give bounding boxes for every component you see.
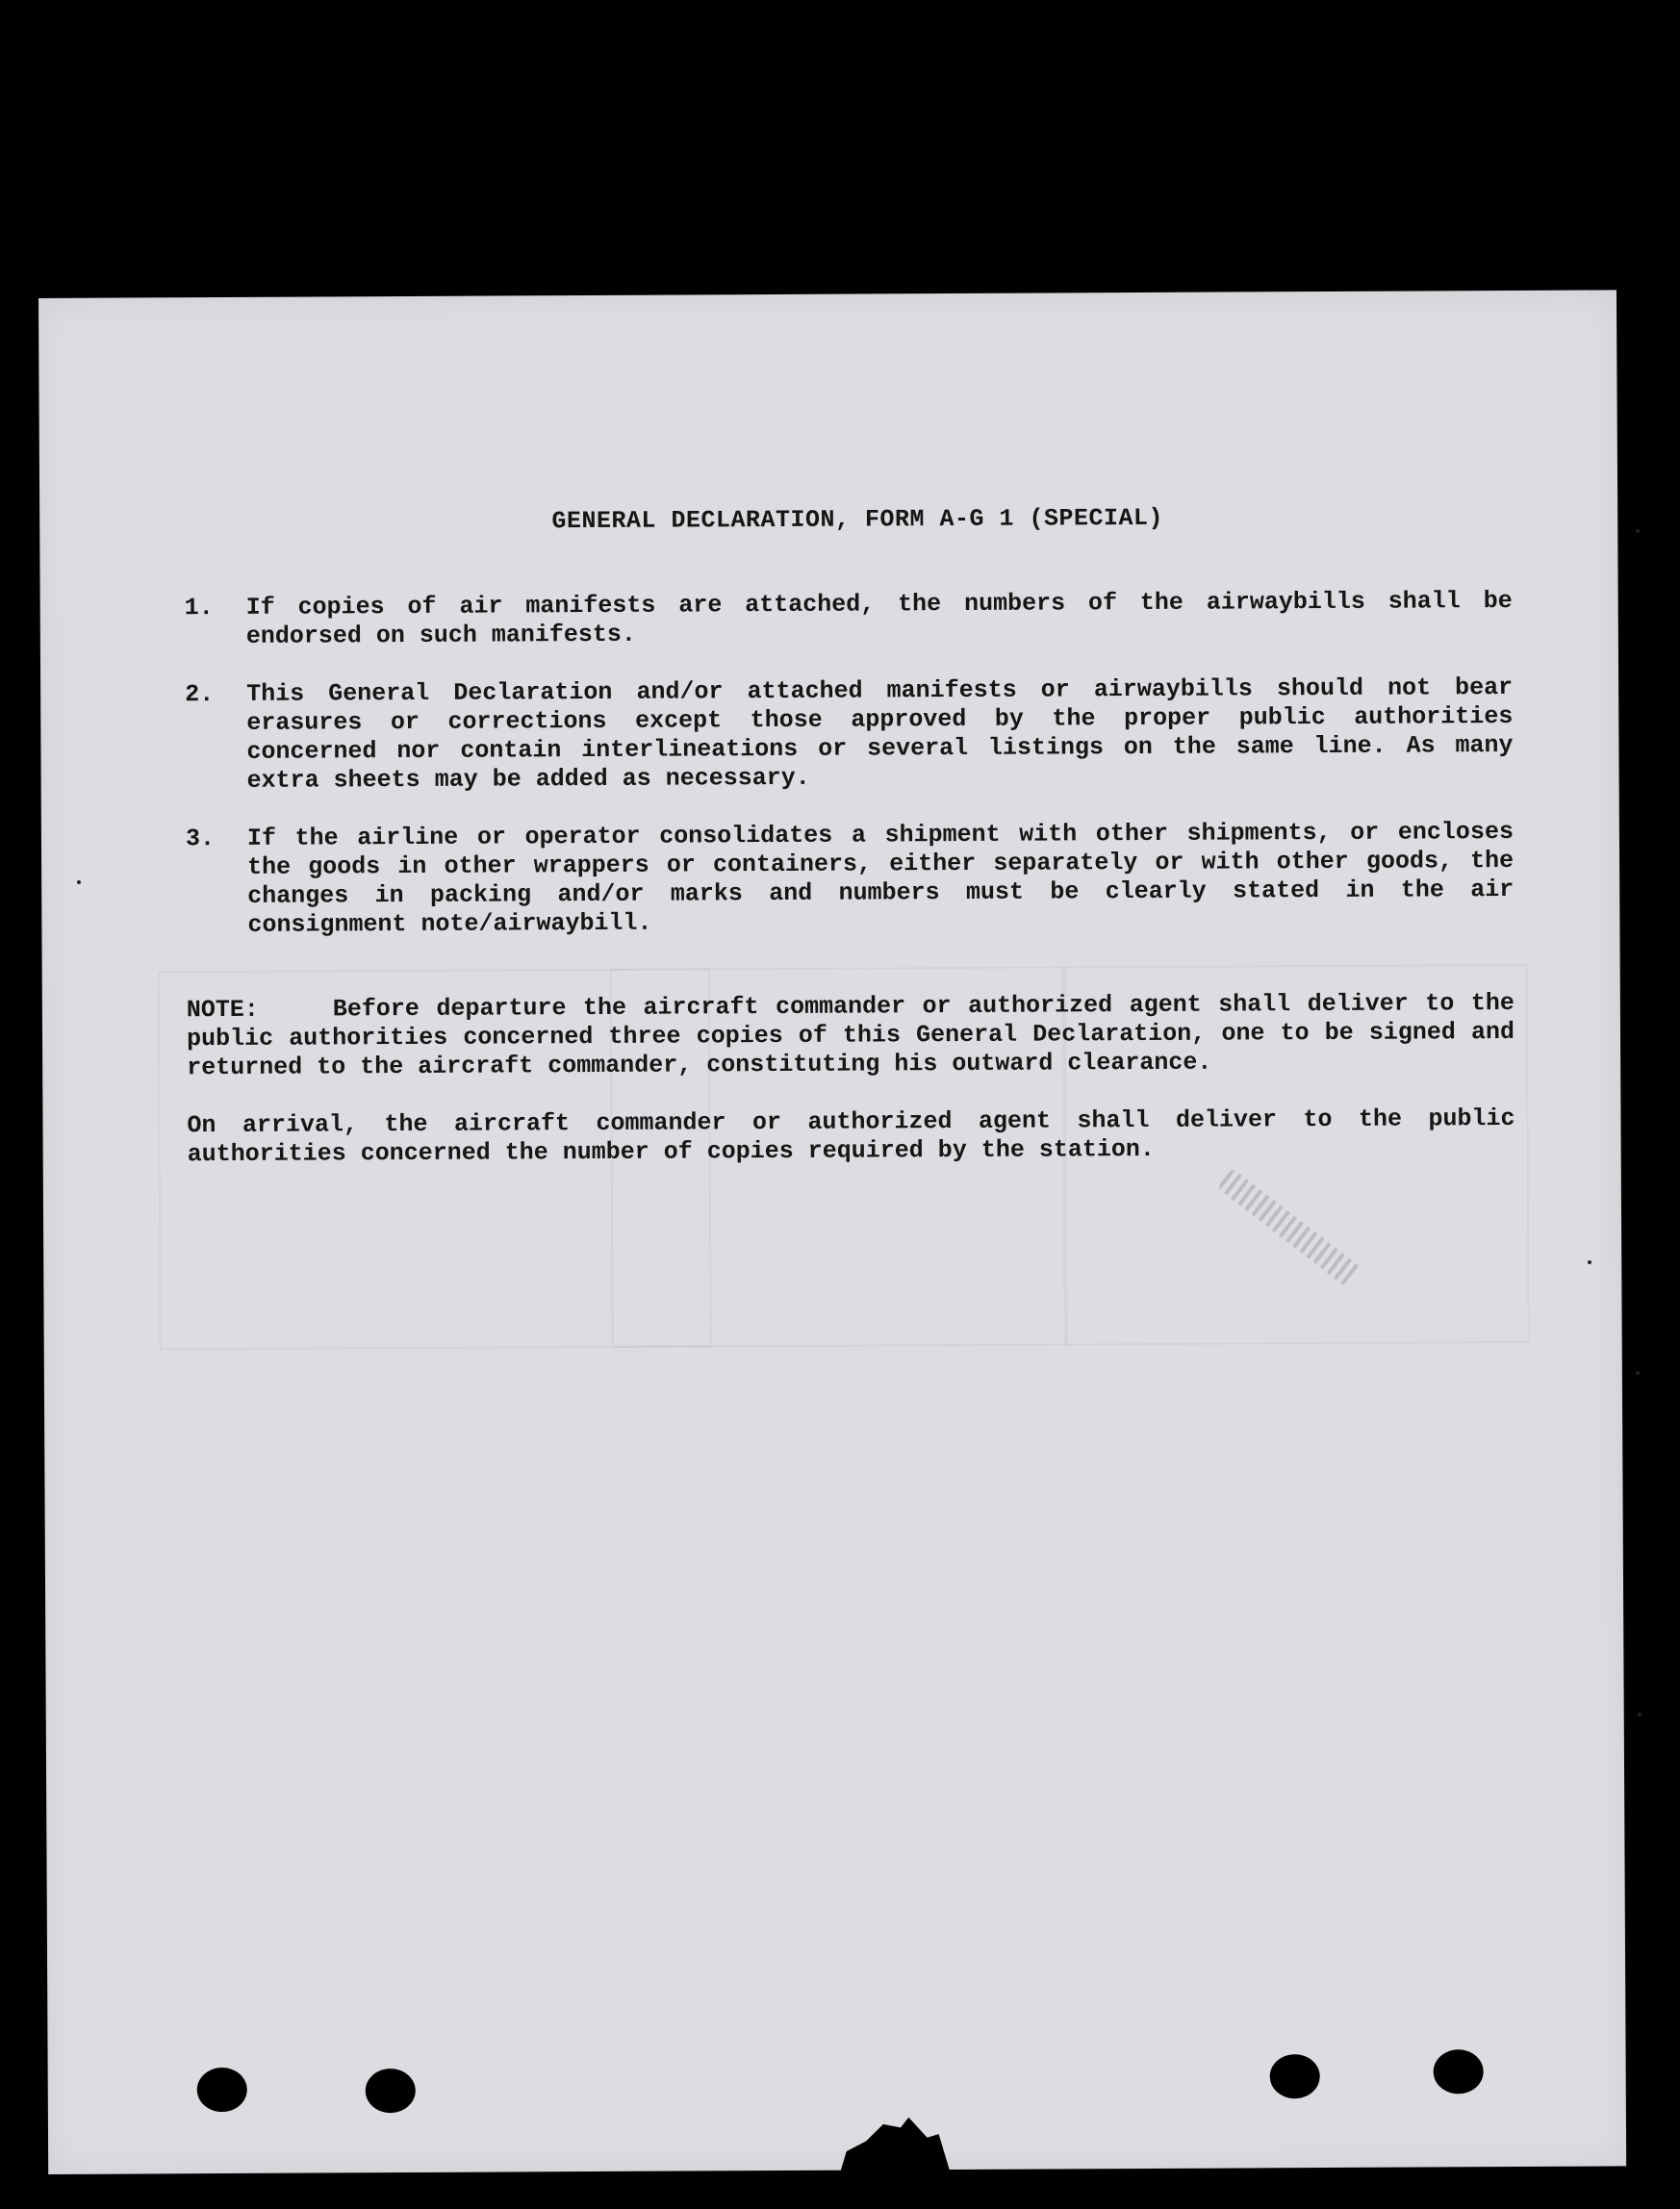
arrival-paragraph: On arrival, the aircraft commander or authorized agent shall deliver to the public authorities concerned the number of copies required by the station. bbox=[187, 1104, 1515, 1169]
scan-speck bbox=[77, 880, 81, 884]
note-text: Before departure the aircraft commander or authorized agent shall deliver to the public authorities concerned three copies of this General Declaration, one to be signed and returned to the aircraft commander, constituting his outward clearance. bbox=[186, 988, 1515, 1082]
scan-speck bbox=[1636, 529, 1640, 533]
punch-hole bbox=[1434, 2049, 1484, 2094]
item-text: If the airline or operator consolidates a shipment with other shipments, or encloses the goods in other wrappers or containers, either separately or with other goods, the changes in packing and/or marks and numbers must be clearly stated in the air consignment note/airwaybill. bbox=[246, 817, 1515, 939]
item-number: 2. bbox=[185, 680, 215, 709]
document-title: GENERAL DECLARATION, FORM A-G 1 (SPECIAL) bbox=[551, 503, 1164, 536]
torn-edge bbox=[837, 2114, 953, 2182]
note-label: NOTE: bbox=[186, 995, 259, 1025]
scan-speck bbox=[1588, 1260, 1591, 1264]
declaration-instructions bbox=[184, 502, 1515, 1169]
scan-speck bbox=[1638, 1713, 1642, 1716]
item-number: 3. bbox=[185, 825, 216, 853]
note-paragraph bbox=[187, 989, 1515, 1082]
instruction-item-1 bbox=[185, 587, 1513, 651]
item-number: 1. bbox=[184, 594, 214, 622]
punch-hole bbox=[366, 2069, 416, 2113]
punch-hole bbox=[1270, 2054, 1320, 2098]
instruction-item-2 bbox=[185, 673, 1514, 796]
scan-speck bbox=[1636, 1371, 1640, 1375]
document-page bbox=[38, 290, 1626, 2174]
punch-hole bbox=[197, 2068, 247, 2112]
instruction-item-3 bbox=[186, 818, 1515, 940]
item-text: If copies of air manifests are attached, the numbers of the airwaybills shall be endorsed on such manifests. bbox=[245, 586, 1513, 650]
item-text: This General Declaration and/or attached manifests or airwaybills should not bear erasures or corrections except those approved by the proper public authorities concerned nor contain interlineations or several listings on the same line. As many extra sheets may be added as necessary. bbox=[246, 673, 1514, 795]
